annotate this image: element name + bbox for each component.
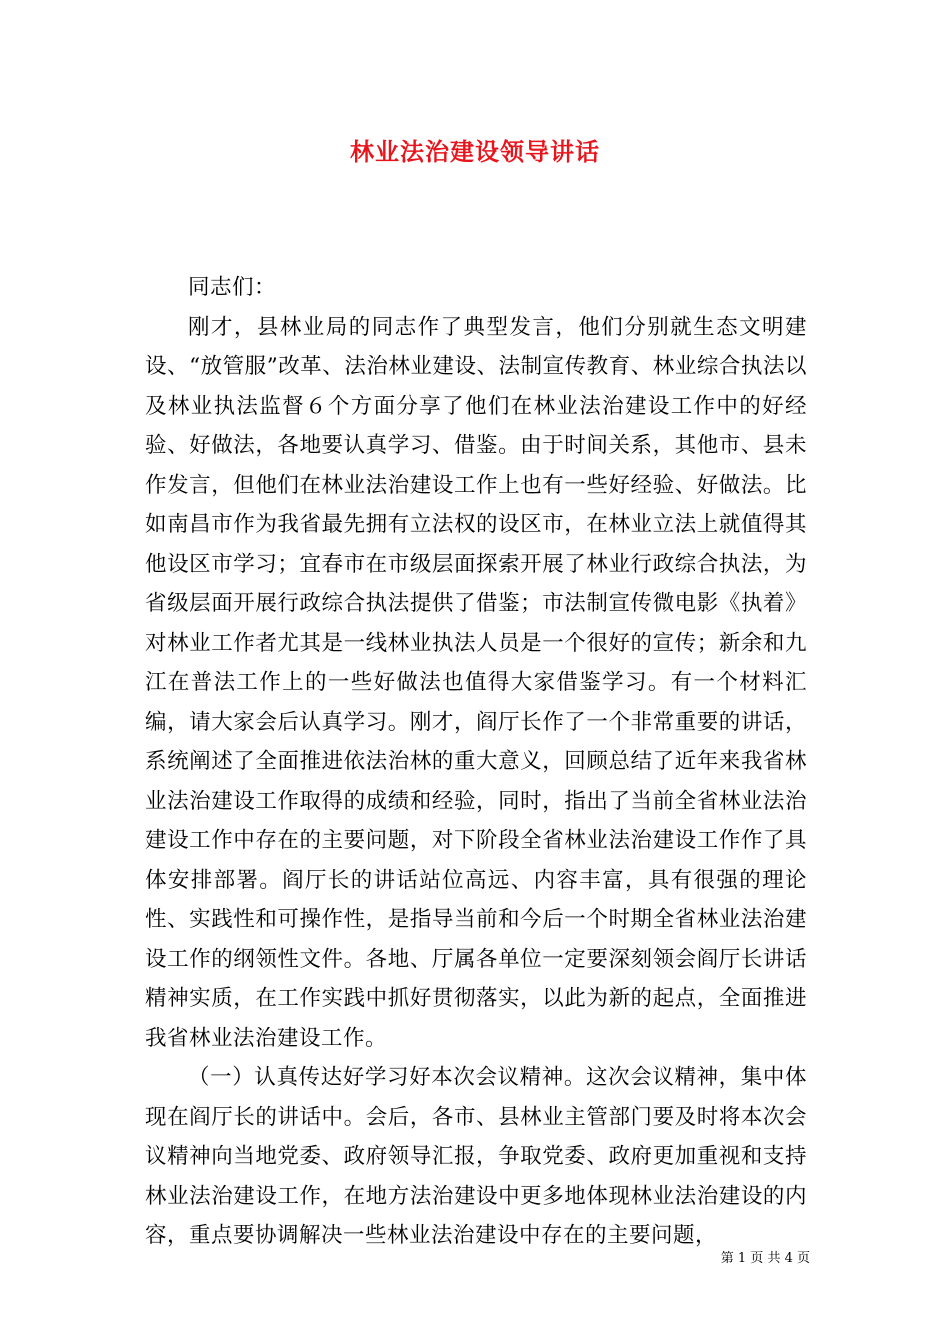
paragraph-1: 刚才，县林业局的同志作了典型发言，他们分别就生态文明建设、“放管服”改革、法治林业建设、法制宣传教育、林业综合执法以及林业执法监督６个方面分享了他们在林业法治建设工作中的好经验、好做法，各地要认真学习、借鉴。由于时间关系，其他市、县未作发言，但他们在林业法治建设工作上也有一些好经验、好做法。比如南昌市作为我省最先拥有立法权的设区市，在林业立法上就值得其他设区市学习；宜春市在市级层面探索开展了林业行政综合执法，为省级层面开展行政综合执法提供了借鉴；市法制宣传微电影《执着》对林业工作者尤其是一线林业执法人员是一个很好的宣传；新余和九江在普法工作上的一些好做法也值得大家借鉴学习。有一个材料汇编，请大家会后认真学习。刚才，阎厅长作了一个非常重要的讲话，系统阐述了全面推进依法治林的重大意义，回顾总结了近年来我省林业法治建设工作取得的成绩和经验，同时，指出了当前全省林业法治建设工作中存在的主要问题，对下阶段全省林业法治建设工作作了具体安排部署。阎厅长的讲话站位高远、内容丰富，具有很强的理论性、实践性和可操作性，是指导当前和今后一个时期全省林业法治建设工作的纲领性文件。各地、厅属各单位一定要深刻领会阎厅长讲话精神实质，在工作实践中抓好贯彻落实，以此为新的起点，全面推进我省林业法治建设工作。 — [145, 314, 807, 1051]
document-title: 林业法治建设领导讲话 — [350, 137, 600, 166]
paragraph-2: （一）认真传达好学习好本次会议精神。这次会议精神，集中体现在阎厅长的讲话中。会后，各市、县林业主管部门要及时将本次会议精神向当地党委、政府领导汇报，争取党委、政府更加重视和支持林业法治建设工作，在地方法治建设中更多地体现林业法治建设的内容，重点要协调解决一些林业法治建设中存在的主要问题， — [145, 1065, 807, 1248]
document-body — [145, 268, 807, 1256]
page-number: 第 1 页 共 4 页 — [720, 1251, 810, 1266]
salutation: 同志们： — [188, 275, 277, 300]
